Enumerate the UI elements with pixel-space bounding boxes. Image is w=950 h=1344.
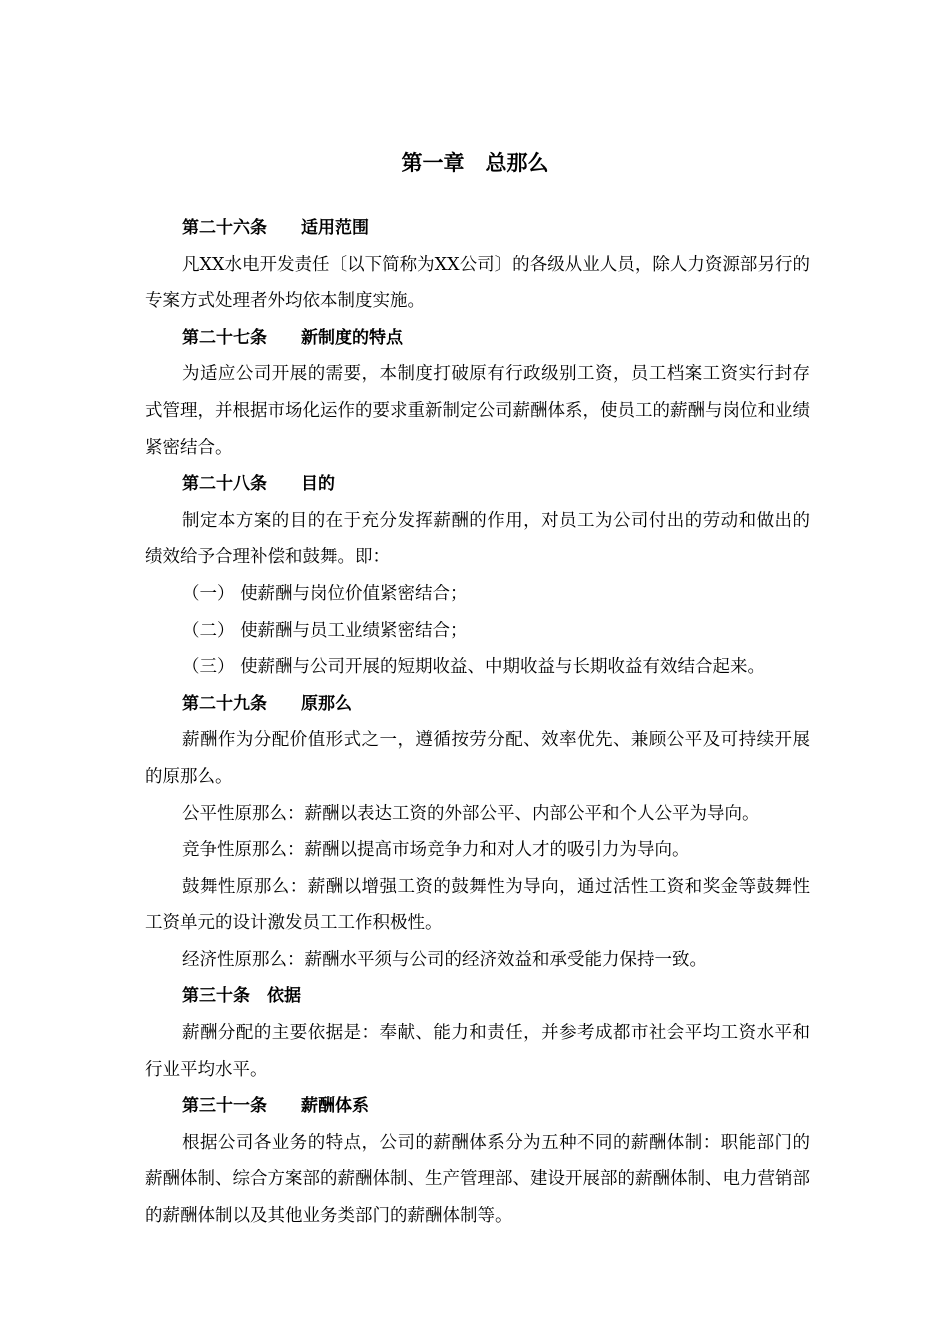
article-paragraph: 根据公司各业务的特点，公司的薪酬体系分为五种不同的薪酬体制：职能部门的薪酬体制、综合方案部的薪酬体制、生产管理部、建设开展部的薪酬体制、电力营销部的薪酬体制以及其他业务类部门的薪酬体制等。 (145, 1132, 810, 1227)
chapter-title: 第一章 总那么 (401, 151, 549, 175)
list-item: （一） 使薪酬与岗位价值紧密结合； (182, 583, 468, 604)
article-31 (145, 1088, 810, 1234)
list-item: （二） 使薪酬与员工业绩紧密结合； (182, 620, 468, 641)
article-heading: 第二十七条 新制度的特点 (182, 327, 403, 348)
article-paragraph: 薪酬作为分配价值形式之一，遵循按劳分配、效率优先、兼顾公平及可持续开展的原那么。 (145, 730, 810, 787)
article-29 (145, 686, 810, 979)
article-paragraph: 竞争性原那么：薪酬以提高市场竞争力和对人才的吸引力为导向。 (182, 840, 690, 861)
article-heading: 第二十九条 原那么 (182, 693, 352, 714)
article-heading: 第二十六条 适用范围 (182, 218, 369, 238)
article-heading: 第三十一条 薪酬体系 (182, 1096, 369, 1117)
article-paragraph: 鼓舞性原那么：薪酬以增强工资的鼓舞性为导向，通过活性工资和奖金等鼓舞性工资单元的设计激发员工工作积极性。 (145, 876, 810, 934)
article-paragraph: 经济性原那么：薪酬水平须与公司的经济效益和承受能力保持一致。 (182, 949, 707, 970)
article-26 (145, 210, 810, 320)
article-27 (145, 320, 810, 466)
article-paragraph: 制定本方案的目的在于充分发挥薪酬的作用，对员工为公司付出的劳动和做出的绩效给予合理补偿和鼓舞。即： (145, 510, 810, 568)
article-paragraph: 凡XX水电开发责任〔以下简称为XX公司〕的各级从业人员，除人力资源部另行的专案方式处理者外均依本制度实施。 (145, 254, 810, 312)
article-paragraph: 公平性原那么：薪酬以表达工资的外部公平、内部公平和个人公平为导向。 (182, 803, 760, 824)
article-paragraph: 为适应公司开展的需要，本制度打破原有行政级别工资，员工档案工资实行封存式管理，并根据市场化运作的要求重新制定公司薪酬体系，使员工的薪酬与岗位和业绩紧密结合。 (145, 364, 810, 458)
list-item: （三） 使薪酬与公司开展的短期收益、中期收益与长期收益有效结合起来。 (182, 657, 766, 678)
article-28 (145, 466, 810, 686)
document-body (145, 210, 810, 1235)
article-paragraph: 薪酬分配的主要依据是：奉献、能力和责任，并参考成都市社会平均工资水平和行业平均水平。 (145, 1023, 810, 1080)
article-heading: 第三十条 依据 (182, 986, 301, 1007)
article-heading: 第二十八条 目的 (182, 474, 335, 495)
article-30 (145, 978, 810, 1088)
